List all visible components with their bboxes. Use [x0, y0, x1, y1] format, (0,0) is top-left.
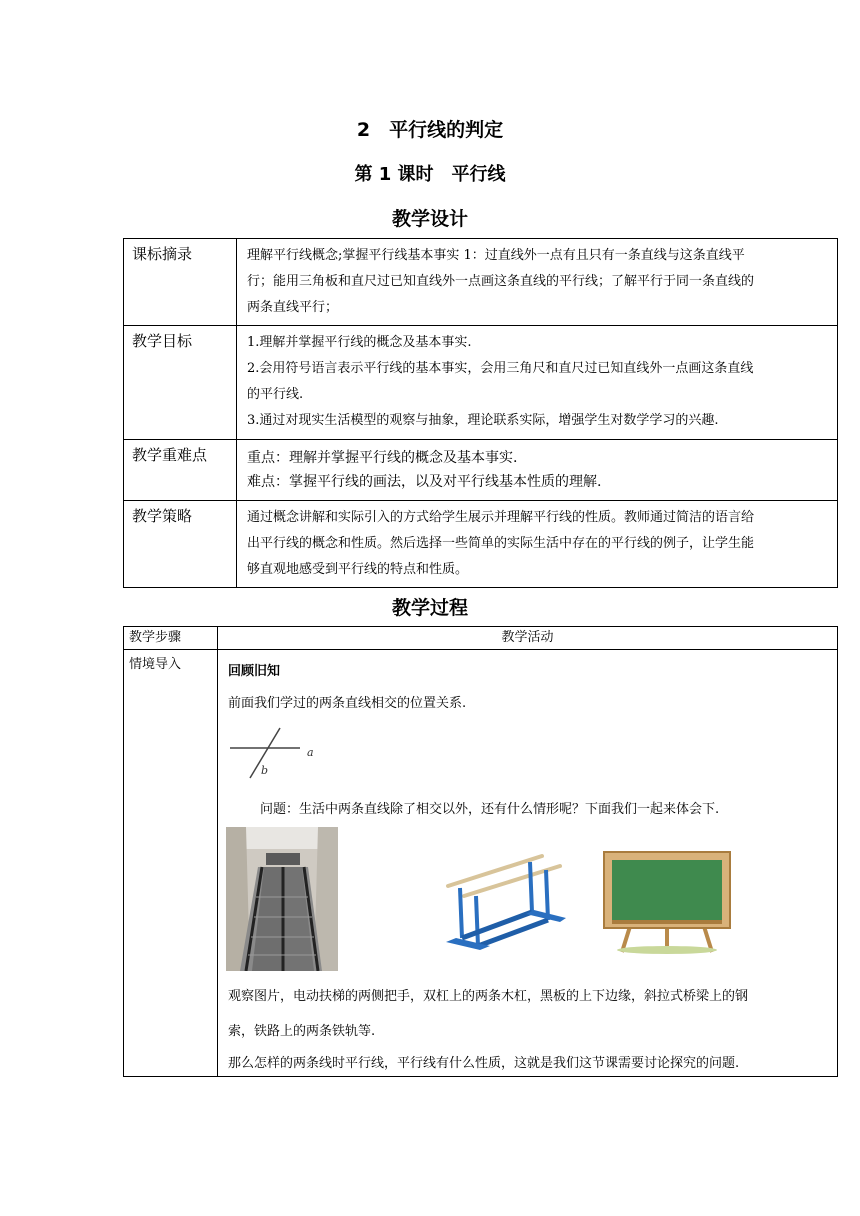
- blackboard-image: [602, 850, 732, 954]
- text-line: 难点：掌握平行线的画法，以及对平行线基本性质的理解.: [247, 474, 602, 490]
- observe-text-1: 观察图片，电动扶梯的两侧把手，双杠上的两条木杠，黑板的上下边缘，斜拉式桥梁上的钢: [228, 989, 749, 1004]
- conclusion-text: 那么怎样的两条线时平行线，平行线有什么性质，这就是我们这节课需要讨论探究的问题.: [228, 1056, 740, 1071]
- activity-text: 前面我们学过的两条直线相交的位置关系.: [228, 696, 467, 711]
- text-line: 两条直线平行；: [247, 300, 339, 315]
- text-line: 够直观地感受到平行线的特点和性质。: [247, 562, 469, 577]
- process-heading: 教学过程: [391, 597, 468, 619]
- design-heading: 教学设计: [391, 208, 468, 230]
- row-label: 教学目标: [124, 326, 237, 440]
- section-title: 2 平行线的判定: [356, 119, 504, 141]
- row-content: [237, 326, 838, 440]
- header-activity: 教学活动: [218, 627, 838, 650]
- escalator-image: [226, 827, 338, 971]
- text-line: 2.会用符号语言表示平行线的基本事实，会用三角尺和直尺过已知直线外一点画这条直线: [247, 361, 754, 376]
- label-a: a: [307, 746, 314, 759]
- label-b: b: [261, 764, 269, 777]
- row-content: [237, 440, 838, 501]
- table-row: [124, 650, 838, 1077]
- observe-text-2: 索，铁路上的两条铁轨等.: [228, 1024, 376, 1039]
- text-line: 理解平行线概念;掌握平行线基本事实 1：过直线外一点有且只有一条直线与这条直线平: [247, 248, 745, 263]
- row-label: 教学重难点: [124, 440, 237, 501]
- table-row: [124, 326, 838, 440]
- text-line: 3.通过对现实生活模型的观察与抽象，理论联系实际，增强学生对数学学习的兴趣.: [247, 413, 719, 428]
- text-line: 出平行线的概念和性质。然后选择一些简单的实际生活中存在的平行线的例子，让学生能: [247, 536, 755, 551]
- row-content: [237, 501, 838, 588]
- lesson-title: 第 1 课时 平行线: [354, 164, 506, 185]
- parallel-bars-image: [442, 850, 568, 955]
- intersecting-lines-figure: [228, 722, 328, 782]
- table-header-row: [124, 627, 838, 650]
- activity-heading: 回顾旧知: [228, 664, 281, 679]
- text-line: 的平行线.: [247, 387, 304, 402]
- table-row: [124, 501, 838, 588]
- header-step: 教学步骤: [124, 627, 218, 650]
- text-line: 重点：理解并掌握平行线的概念及基本事实.: [247, 450, 518, 466]
- table-row: [124, 239, 838, 326]
- table-row: [124, 440, 838, 501]
- question-text: 问题：生活中两条直线除了相交以外，还有什么情形呢？下面我们一起来体会下.: [260, 802, 720, 817]
- design-table: [123, 238, 838, 588]
- text-line: 行；能用三角板和直尺过已知直线外一点画这条直线的平行线；了解平行于同一条直线的: [247, 274, 755, 289]
- text-line: 1.理解并掌握平行线的概念及基本事实.: [247, 335, 472, 350]
- process-table: [123, 626, 838, 1077]
- row-label: 教学策略: [124, 501, 237, 588]
- row-content: [237, 239, 838, 326]
- activity-cell: [218, 650, 838, 1077]
- row-label: 课标摘录: [124, 239, 237, 326]
- step-label: 情境导入: [124, 650, 218, 1077]
- text-line: 通过概念讲解和实际引入的方式给学生展示并理解平行线的性质。教师通过简洁的语言给: [247, 510, 755, 525]
